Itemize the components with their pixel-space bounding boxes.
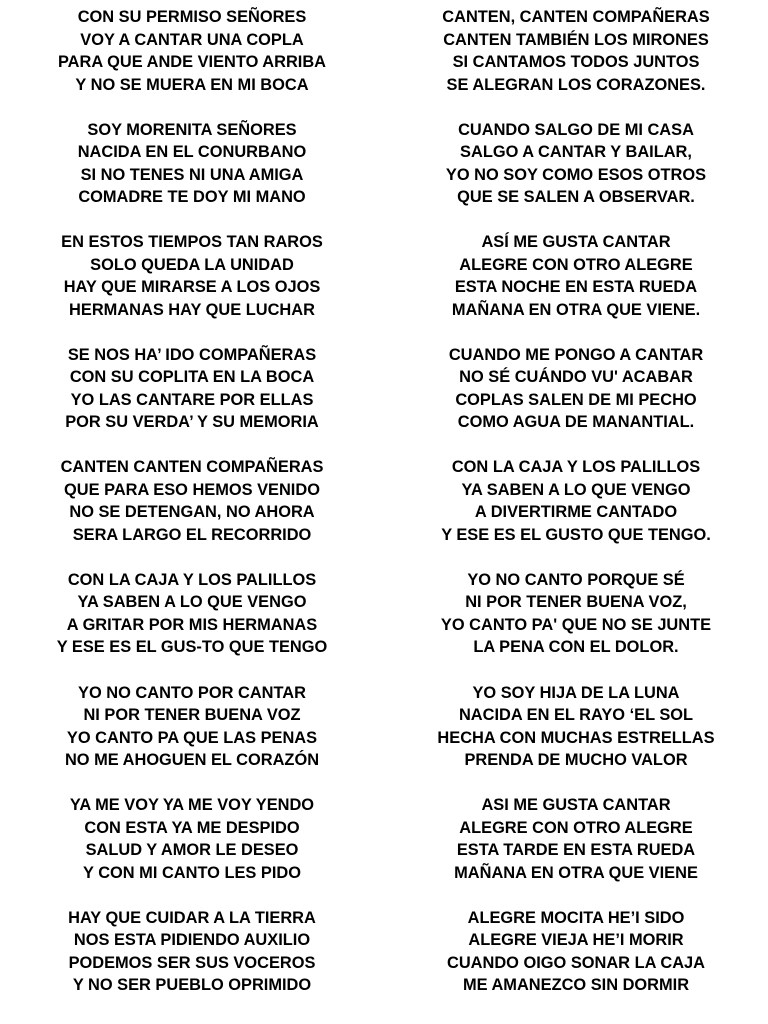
- verse-line: SE ALEGRAN LOS CORAZONES.: [446, 75, 706, 94]
- verse-line: Y ESE ES EL GUS-TO QUE TENGO: [56, 638, 328, 657]
- left-stanza: [0, 119, 384, 209]
- left-stanza: [0, 794, 384, 884]
- verse-line: SERA LARGO EL RECORRIDO: [72, 525, 312, 544]
- verse-line: ALEGRE VIEJA HE’I MORIR: [468, 931, 684, 950]
- verse-line: CUANDO SALGO DE MI CASA: [458, 120, 694, 139]
- right-stanza: [384, 6, 768, 96]
- verse-line: NI POR TENER BUENA VOZ: [83, 706, 301, 725]
- verse-line: YO NO CANTO PORQUE SÉ: [467, 570, 685, 589]
- left-stanza: [0, 231, 384, 321]
- verse-line: ESTA TARDE EN ESTA RUEDA: [456, 841, 696, 860]
- verse-line: NI POR TENER BUENA VOZ,: [465, 593, 687, 612]
- verse-line: ASÍ ME GUSTA CANTAR: [481, 233, 671, 252]
- verse-line: VOY A CANTAR UNA COPLA: [80, 30, 304, 49]
- verse-line: SI CANTAMOS TODOS JUNTOS: [452, 53, 700, 71]
- verse-line: EN ESTOS TIEMPOS TAN RAROS: [61, 233, 323, 252]
- verse-line: CON LA CAJA Y LOS PALILLOS: [451, 458, 701, 477]
- verse-line: YO NO CANTO POR CANTAR: [78, 683, 306, 702]
- right-stanza: [384, 794, 768, 884]
- verse-line: QUE SE SALEN A OBSERVAR.: [457, 188, 695, 207]
- verse-line: YO CANTO PA' QUE NO SE JUNTE: [440, 615, 712, 634]
- verse-line: YA SABEN A LO QUE VENGO: [77, 593, 307, 612]
- verse-line: CON SU COPLITA EN LA BOCA: [69, 368, 315, 387]
- verse-line: CANTEN TAMBIÉN LOS MIRONES: [443, 30, 709, 49]
- verse-line: NO SE DETENGAN, NO AHORA: [69, 503, 315, 522]
- verse-line: PODEMOS SER SUS VOCEROS: [68, 953, 316, 972]
- verse-line: SE NOS HA’ IDO COMPAÑERAS: [67, 345, 317, 364]
- verse-line: YA SABEN A LO QUE VENGO: [461, 480, 691, 499]
- verse-line: ALEGRE MOCITA HE’I SIDO: [467, 908, 685, 927]
- verse-line: CON LA CAJA Y LOS PALILLOS: [67, 570, 317, 589]
- verse-line: CUANDO ME PONGO A CANTAR: [448, 345, 704, 364]
- verse-line: YO CANTO PA QUE LAS PENAS: [66, 728, 318, 747]
- verse-line: Y ESE ES EL GUSTO QUE TENGO.: [441, 525, 711, 544]
- verse-line: Y NO SER PUEBLO OPRIMIDO: [72, 976, 312, 995]
- right-stanza: [384, 119, 768, 209]
- verse-line: CUANDO OIGO SONAR LA CAJA: [446, 953, 705, 972]
- verse-line: PRENDA DE MUCHO VALOR: [464, 751, 688, 770]
- verse-line: CANTEN CANTEN COMPAÑERAS: [60, 458, 324, 477]
- left-stanza: [0, 682, 384, 772]
- verse-line: HERMANAS HAY QUE LUCHAR: [69, 300, 315, 319]
- verse-line: CON SU PERMISO SEÑORES: [77, 8, 307, 26]
- verse-line: COPLAS SALEN DE MI PECHO: [455, 390, 697, 409]
- verse-line: ASI ME GUSTA CANTAR: [481, 796, 671, 815]
- verse-line: YA ME VOY YA ME VOY YENDO: [69, 796, 315, 815]
- verse-line: HECHA CON MUCHAS ESTRELLAS: [437, 728, 715, 747]
- right-stanza: [384, 344, 768, 434]
- verse-line: SOY MORENITA SEÑORES: [87, 120, 297, 139]
- verse-line: HAY QUE MIRARSE A LOS OJOS: [63, 278, 321, 297]
- verse-line: LA PENA CON EL DOLOR.: [473, 638, 679, 657]
- verse-line: HAY QUE CUIDAR A LA TIERRA: [68, 908, 316, 927]
- verse-line: QUE PARA ESO HEMOS VENIDO: [64, 480, 320, 499]
- right-stanza: [384, 569, 768, 659]
- verse-line: NACIDA EN EL CONURBANO: [77, 143, 307, 162]
- verse-line: PARA QUE ANDE VIENTO ARRIBA: [57, 53, 327, 71]
- left-stanza: [0, 907, 384, 997]
- verse-line: ALEGRE CON OTRO ALEGRE: [459, 818, 693, 837]
- verse-line: YO LAS CANTARE POR ELLAS: [70, 390, 314, 409]
- verse-line: COMADRE TE DOY MI MANO: [78, 188, 306, 207]
- right-stanza: [384, 231, 768, 321]
- verse-line: NO ME AHOGUEN EL CORAZÓN: [64, 751, 320, 770]
- right-stanza: [384, 456, 768, 546]
- verse-line: ALEGRE CON OTRO ALEGRE: [459, 255, 693, 274]
- verse-line: SOLO QUEDA LA UNIDAD: [90, 255, 294, 274]
- verse-line: Y NO SE MUERA EN MI BOCA: [75, 75, 309, 94]
- left-stanza: [0, 456, 384, 546]
- right-stanza: [384, 907, 768, 997]
- left-stanza: [0, 6, 384, 96]
- verse-line: POR SU VERDA’ Y SU MEMORIA: [65, 413, 319, 432]
- left-column: [0, 6, 384, 1019]
- verse-line: SI NO TENES NI UNA AMIGA: [80, 165, 304, 184]
- verse-line: MAÑANA EN OTRA QUE VIENE.: [451, 300, 701, 319]
- left-stanza: [0, 569, 384, 659]
- verse-line: NOS ESTA PIDIENDO AUXILIO: [73, 931, 311, 950]
- verse-line: SALUD Y AMOR LE DESEO: [85, 841, 299, 860]
- verse-line: A DIVERTIRME CANTADO: [474, 503, 678, 522]
- verse-line: NO SÉ CUÁNDO VU' ACABAR: [459, 368, 693, 387]
- verse-line: ESTA NOCHE EN ESTA RUEDA: [454, 278, 698, 297]
- verse-line: YO NO SOY COMO ESOS OTROS: [445, 165, 707, 184]
- right-column: [384, 6, 768, 1019]
- verse-line: CANTEN, CANTEN COMPAÑERAS: [442, 8, 710, 26]
- verse-line: ME AMANEZCO SIN DORMIR: [462, 976, 690, 995]
- right-stanza: [384, 682, 768, 772]
- verse-line: Y CON MI CANTO LES PIDO: [83, 863, 301, 882]
- verse-line: COMO AGUA DE MANANTIAL.: [457, 413, 695, 432]
- verse-line: MAÑANA EN OTRA QUE VIENE: [454, 863, 698, 882]
- left-stanza: [0, 344, 384, 434]
- verse-line: YO SOY HIJA DE LA LUNA: [472, 683, 680, 702]
- verse-line: SALGO A CANTAR Y BAILAR,: [460, 143, 692, 162]
- verse-line: NACIDA EN EL RAYO ‘EL SOL: [458, 706, 694, 725]
- verse-line: A GRITAR POR MIS HERMANAS: [66, 615, 318, 634]
- verse-line: CON ESTA YA ME DESPIDO: [84, 818, 300, 837]
